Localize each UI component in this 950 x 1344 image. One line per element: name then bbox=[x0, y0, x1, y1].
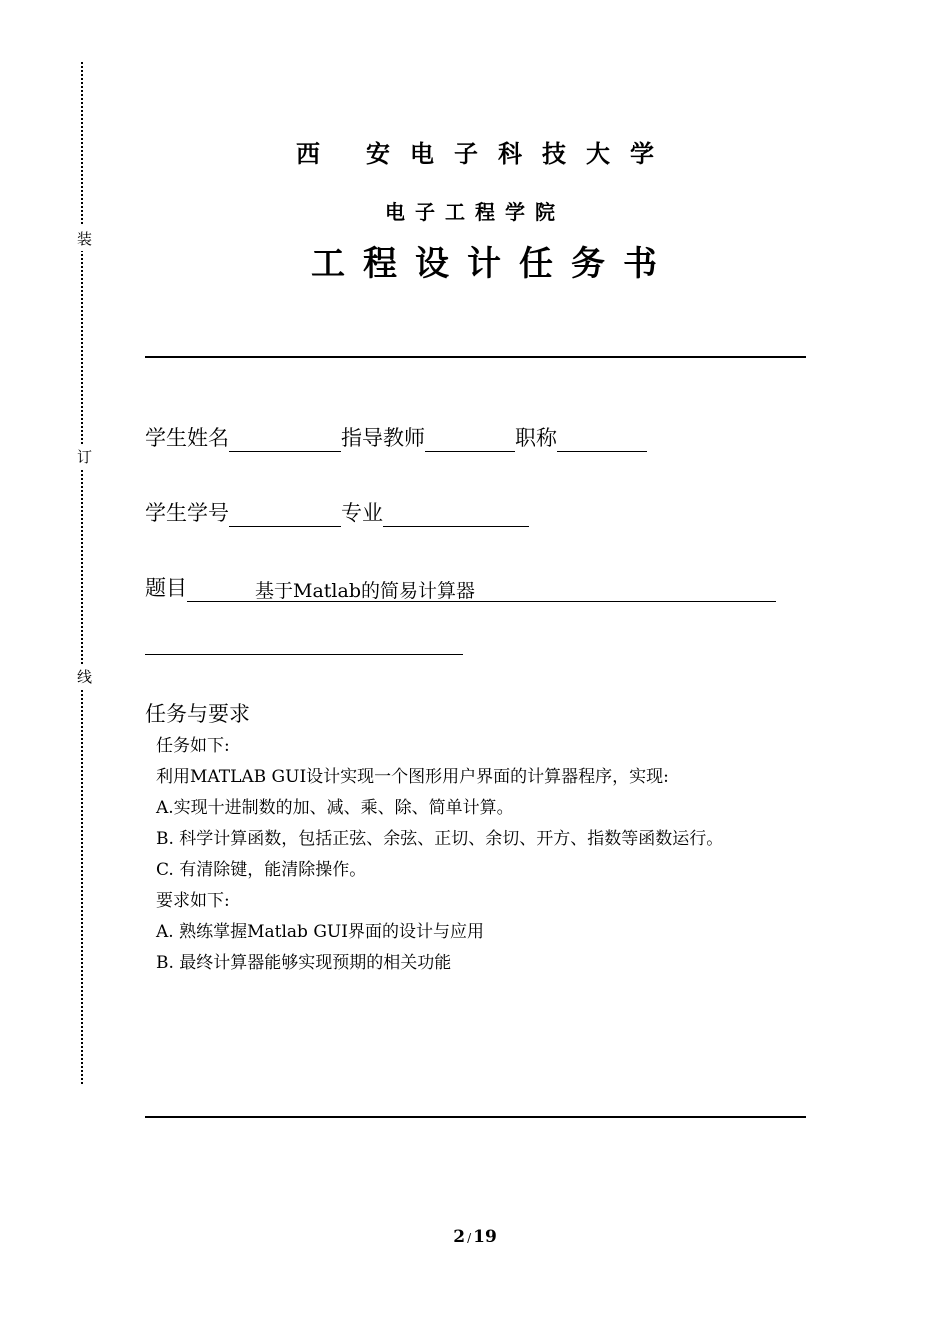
binding-char-xian: 线 bbox=[77, 664, 92, 689]
student-id-field[interactable] bbox=[229, 504, 341, 527]
major-field[interactable] bbox=[383, 504, 529, 527]
document-title: 工程设计任务书 bbox=[311, 244, 675, 284]
university-char: 科 bbox=[498, 140, 522, 168]
topic-label: 题目 bbox=[145, 576, 187, 600]
requirements-list bbox=[156, 736, 776, 984]
university-char: 学 bbox=[630, 140, 654, 168]
university-char: 大 bbox=[586, 140, 610, 168]
form-row-id bbox=[145, 497, 529, 527]
requirement-line: B. 最终计算器能够实现预期的相关功能 bbox=[156, 953, 452, 973]
student-id-label: 学生学号 bbox=[145, 501, 229, 525]
form-row-topic bbox=[145, 572, 776, 602]
binding-char-zhuang: 装 bbox=[77, 226, 92, 251]
requirement-line: 利用MATLAB GUI设计实现一个图形用户界面的计算器程序，实现: bbox=[156, 767, 669, 787]
page-total: 19 bbox=[473, 1227, 497, 1247]
bottom-divider bbox=[145, 1116, 806, 1118]
student-name-field[interactable] bbox=[229, 429, 341, 452]
student-name-label: 学生姓名 bbox=[145, 426, 229, 450]
page-number bbox=[0, 1227, 950, 1247]
binding-char-ding: 订 bbox=[77, 444, 92, 469]
requirement-line: A.实现十进制数的加、减、乘、除、简单计算。 bbox=[156, 798, 514, 818]
university-char: 西 bbox=[296, 140, 320, 168]
page-separator: / bbox=[467, 1231, 472, 1245]
advisor-field[interactable] bbox=[425, 429, 515, 452]
university-char: 电 bbox=[410, 140, 434, 168]
requirement-line: C. 有清除键，能清除操作。 bbox=[156, 860, 367, 880]
department-name: 电子工程学院 bbox=[385, 200, 565, 224]
requirements-heading: 任务与要求 bbox=[145, 702, 250, 726]
title-rank-label: 职称 bbox=[515, 426, 557, 450]
university-char: 安 bbox=[366, 140, 390, 168]
title-rank-field[interactable] bbox=[557, 429, 647, 452]
top-divider bbox=[145, 356, 806, 358]
topic-continuation-line bbox=[145, 654, 463, 655]
major-label: 专业 bbox=[341, 501, 383, 525]
requirement-line: B. 科学计算函数，包括正弦、余弦、正切、余切、开方、指数等函数运行。 bbox=[156, 829, 724, 849]
university-char: 技 bbox=[542, 140, 566, 168]
university-char: 子 bbox=[454, 140, 478, 168]
advisor-label: 指导教师 bbox=[341, 426, 425, 450]
page-current: 2 bbox=[453, 1227, 466, 1247]
university-name bbox=[0, 134, 950, 169]
topic-field[interactable]: 基于Matlab的简易计算器 bbox=[187, 576, 776, 602]
form-row-name bbox=[145, 422, 647, 452]
requirement-line: 任务如下: bbox=[156, 736, 230, 756]
requirement-line: A. 熟练掌握Matlab GUI界面的设计与应用 bbox=[156, 922, 484, 942]
requirement-line: 要求如下: bbox=[156, 891, 230, 911]
